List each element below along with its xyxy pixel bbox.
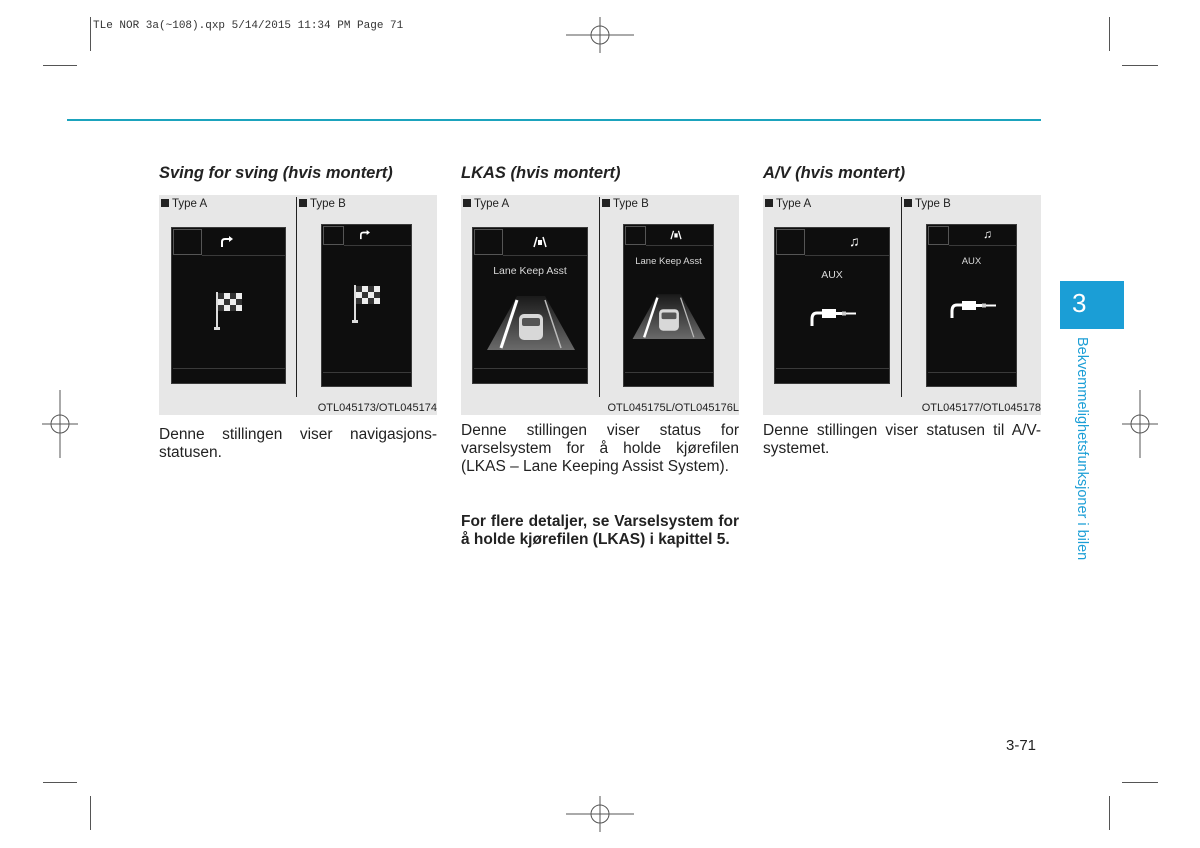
- type-a-label: Type A: [463, 198, 509, 210]
- header-rule: [67, 119, 1041, 121]
- crop-mark: [1109, 796, 1110, 830]
- figure-code: OTL045177/OTL045178: [921, 402, 1041, 414]
- crop-mark: [43, 65, 77, 66]
- crop-mark: [90, 17, 91, 51]
- type-b-label: Type B: [299, 198, 346, 210]
- screen-text: AUX: [821, 269, 843, 281]
- print-header: TLe NOR 3a(~108).qxp 5/14/2015 11:34 PM Page 71: [93, 20, 404, 32]
- screen-line: [344, 245, 412, 246]
- registration-mark-icon: [42, 390, 78, 458]
- type-a-label: Type A: [161, 198, 207, 210]
- crop-mark: [43, 782, 77, 783]
- cluster-screen-a: [774, 227, 890, 384]
- page-number: 3-71: [1006, 737, 1037, 754]
- screen-corner-box: [625, 226, 646, 245]
- screen-line: [776, 368, 889, 369]
- type-b-label: Type B: [602, 198, 649, 210]
- cluster-screen-b: [926, 224, 1017, 387]
- figure-code: OTL045175L/OTL045176L: [607, 402, 739, 414]
- figure-code: OTL045173/OTL045174: [317, 402, 437, 414]
- lane-icon: [670, 230, 682, 240]
- screen-corner-box: [776, 229, 805, 255]
- type-b-label: Type B: [904, 198, 951, 210]
- screen-line: [805, 255, 890, 256]
- screen-corner-box: [928, 226, 949, 245]
- screen-line: [173, 368, 285, 369]
- screen-corner-box: [323, 226, 344, 245]
- cluster-screen-a: [171, 227, 286, 384]
- aux-cable-icon: [809, 308, 859, 330]
- figure-divider: [599, 197, 600, 397]
- section-title-av: A/V (hvis montert): [763, 164, 906, 182]
- screen-line: [202, 255, 286, 256]
- music-note-icon: ♫: [849, 233, 860, 249]
- turn-right-icon: [220, 236, 234, 248]
- screen-line: [503, 255, 588, 256]
- chapter-title-vertical: Bekvemmelighetsfunksjoner i bilen: [1074, 337, 1090, 561]
- screen-line: [625, 372, 713, 373]
- crop-mark: [90, 796, 91, 830]
- cluster-screen-b: [623, 224, 714, 387]
- crop-mark: [1122, 65, 1158, 66]
- lane-icon: [533, 236, 547, 248]
- paragraph-lkas: Denne stillingen viser status for varselsystem for å holde kjørefilen (LKAS – Lane Keeping Assist System).: [461, 422, 739, 475]
- crop-mark: [1109, 17, 1110, 51]
- crop-mark: [1122, 782, 1158, 783]
- lane-road-car-icon: [487, 292, 575, 350]
- paragraph-turn-by-turn: Denne stillingen viser navigasjons-statusen.: [159, 426, 437, 461]
- section-title-turn-by-turn: Sving for sving (hvis montert): [159, 164, 393, 182]
- checkered-flag-icon: [212, 290, 246, 332]
- screen-corner-box: [474, 229, 503, 255]
- checkered-flag-icon: [350, 283, 384, 325]
- screen-text: Lane Keep Asst: [635, 256, 702, 267]
- registration-mark-icon: [1122, 390, 1158, 458]
- cluster-screen-a: [472, 227, 588, 384]
- music-note-icon: ♫: [983, 227, 992, 241]
- screen-text: AUX: [961, 256, 982, 267]
- figure-divider: [901, 197, 902, 397]
- paragraph-av: Denne stillingen viser statusen til A/V-systemet.: [763, 422, 1041, 457]
- type-a-label: Type A: [765, 198, 811, 210]
- screen-corner-box: [173, 229, 202, 255]
- turn-right-icon: [359, 230, 371, 240]
- lane-road-car-icon: [631, 291, 707, 339]
- figure-divider: [296, 197, 297, 397]
- chapter-tab: [1060, 281, 1124, 329]
- cluster-screen-b: [321, 224, 412, 387]
- screen-text: Lane Keep Asst: [493, 265, 567, 277]
- note-lkas: For flere detaljer, se Varselsystem for å holde kjørefilen (LKAS) i kapittel 5.: [461, 513, 739, 548]
- screen-line: [646, 245, 714, 246]
- section-title-lkas: LKAS (hvis montert): [461, 164, 621, 182]
- screen-line: [323, 372, 411, 373]
- aux-cable-icon: [949, 300, 999, 322]
- registration-mark-icon: [566, 17, 634, 53]
- registration-mark-icon: [566, 796, 634, 832]
- screen-line: [949, 245, 1017, 246]
- screen-line: [474, 368, 587, 369]
- chapter-number: 3: [1072, 288, 1087, 318]
- screen-line: [928, 372, 1016, 373]
